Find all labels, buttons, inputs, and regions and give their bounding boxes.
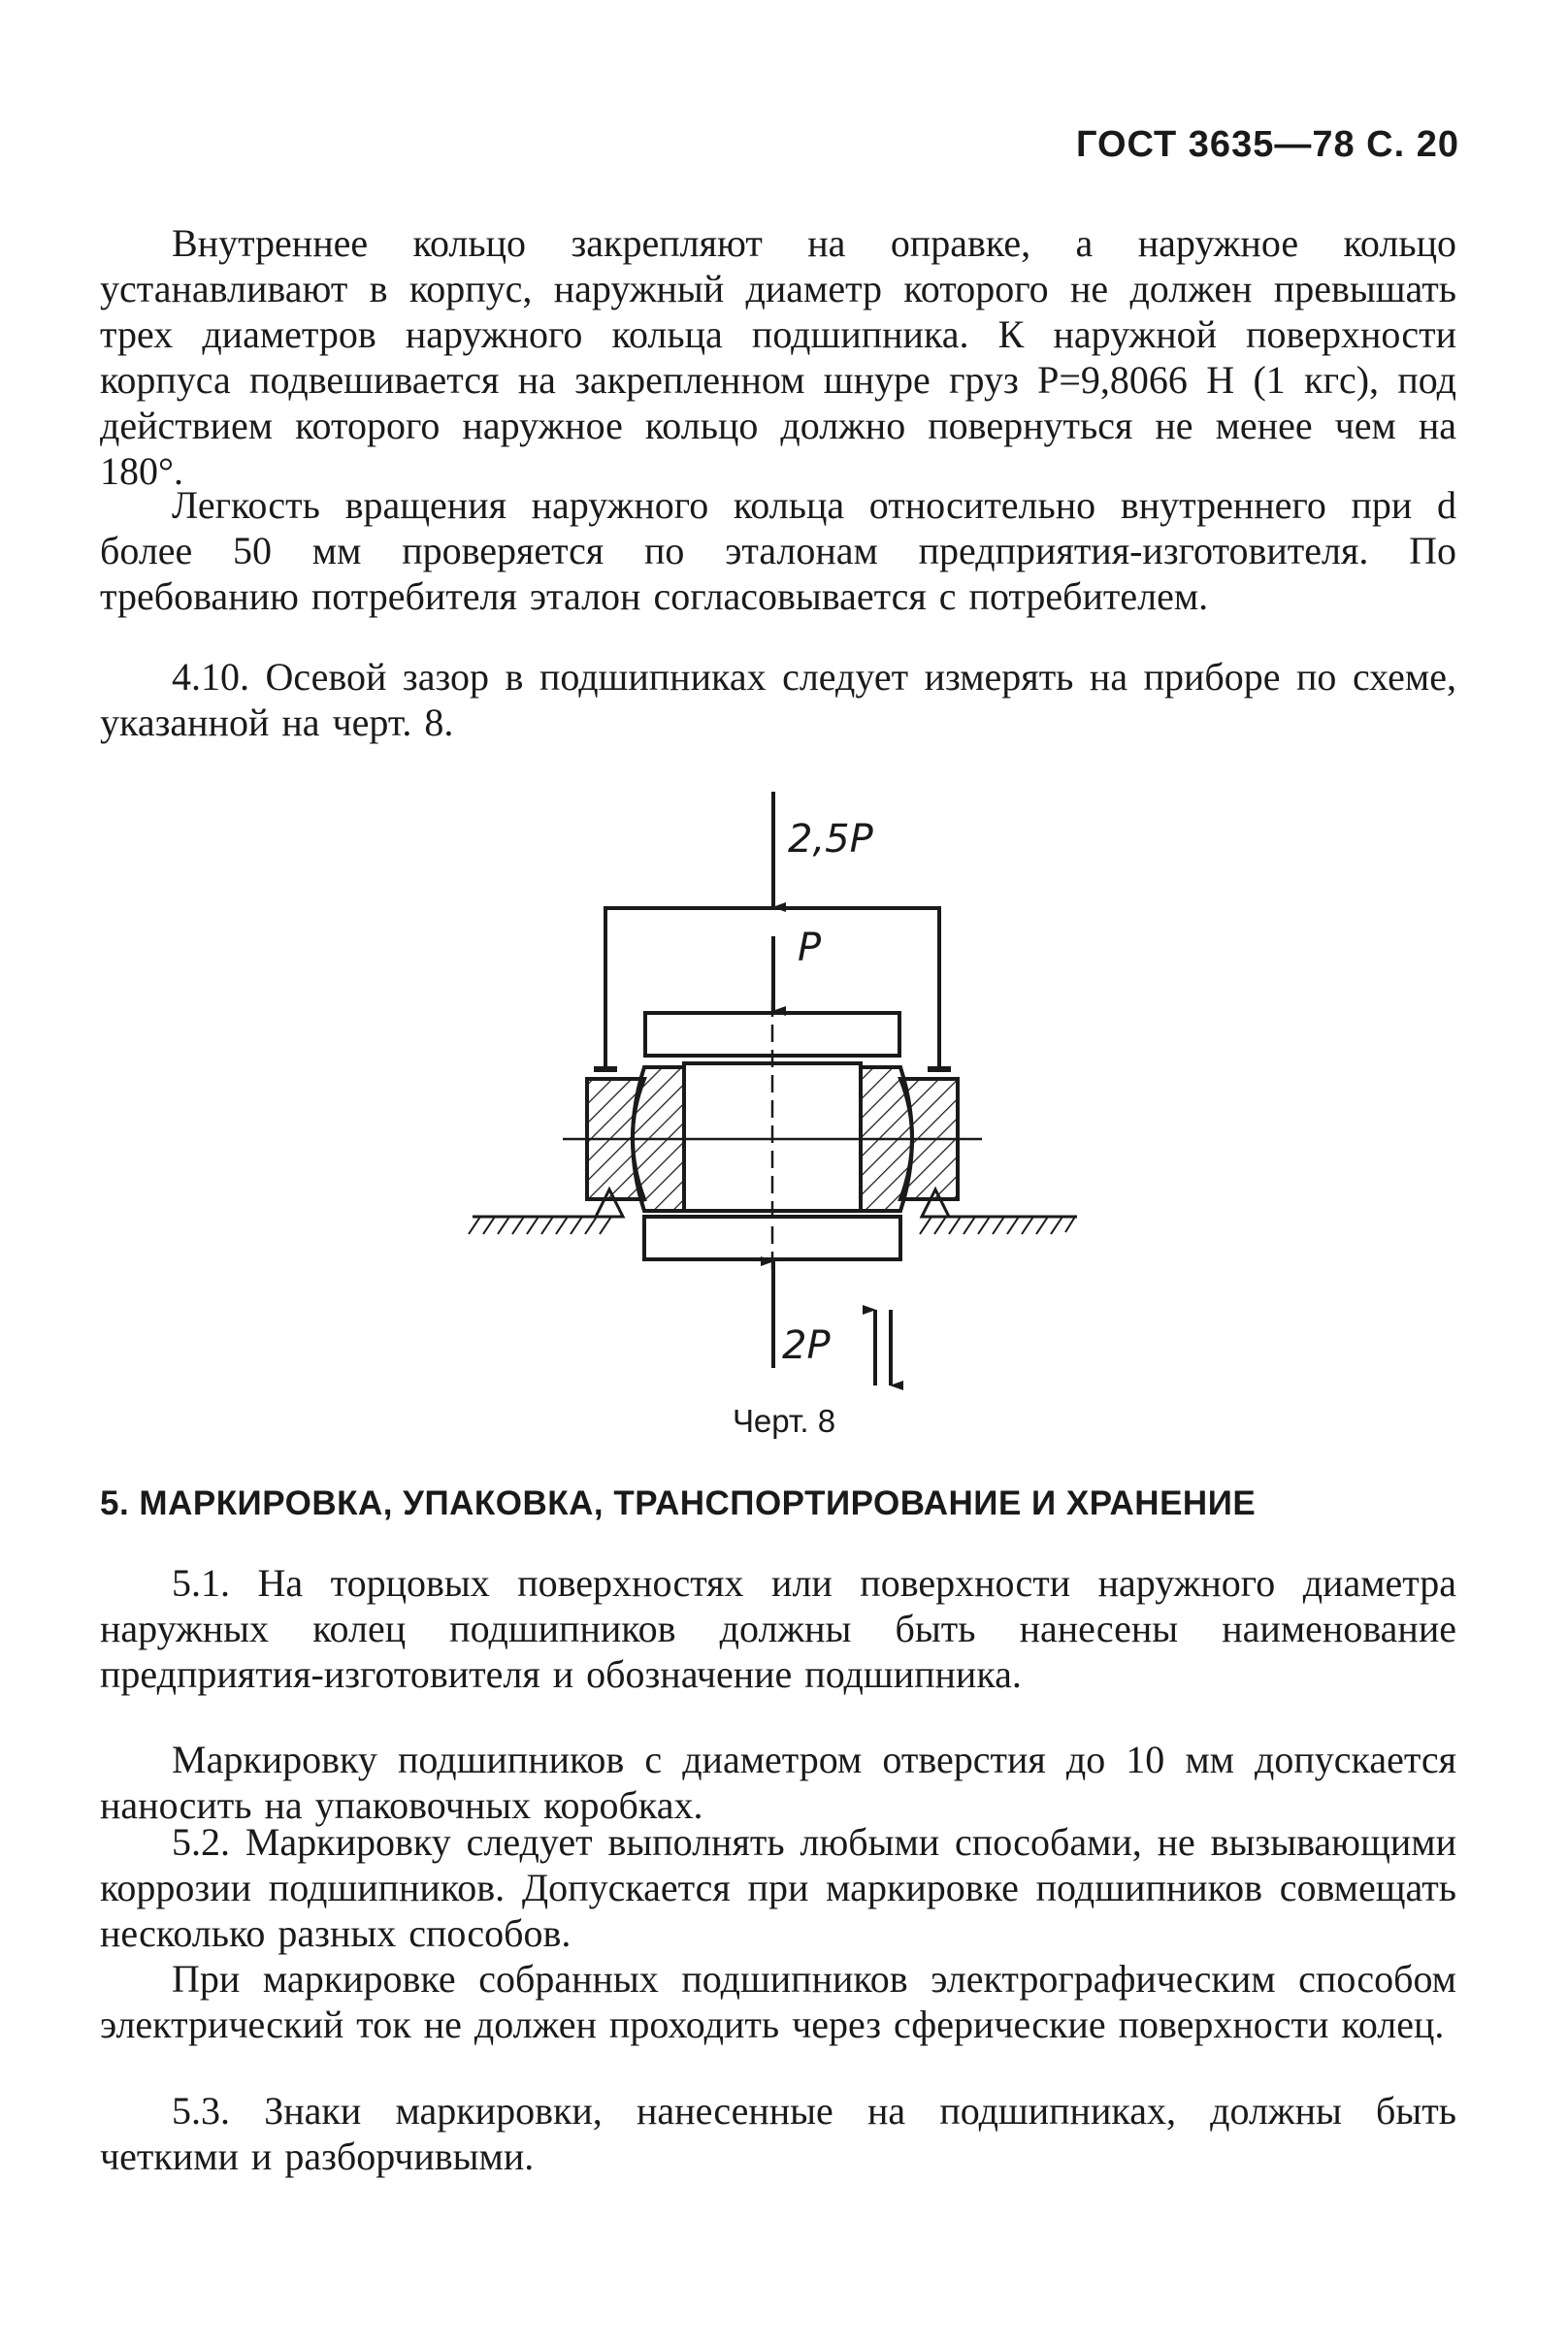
paragraph-inner-ring-fixing: Внутреннее кольцо закрепляют на оправке, а наружное кольцо устанавливают в корпус, наружный диаметр которого не должен превышать трех диаметров наружного кольца подшипника. К наружной поверхности корпуса подвешивается на закрепленном шнуре груз P=9,8066 Н (1 кгс), под действием которого наружное кольцо должно повернуться не менее чем на 180°. — [100, 221, 1456, 493]
figure-caption: Черт. 8 — [732, 1403, 836, 1439]
paragraph-5-2-marking-methods: 5.2. Маркировку следует выполнять любыми способами, не вызывающими коррозии подшипников. Допускается при маркировке подшипников совмещать несколько разных способов. — [100, 1820, 1456, 1955]
paragraph-small-bearings-packaging: Маркировку подшипников с диаметром отверстия до 10 мм допускается наносить на упаковочных коробках. — [100, 1738, 1456, 1827]
reversal-arrows-icon — [875, 1310, 891, 1385]
load-label-2-5p: 2,5P — [788, 817, 873, 862]
load-label-p: P — [798, 926, 822, 970]
section-5-title: 5. МАРКИРОВКА, УПАКОВКА, ТРАНСПОРТИРОВАНИЕ И ХРАНЕНИЕ — [100, 1484, 1257, 1522]
paragraph-4-10-axial-clearance: 4.10. Осевой зазор в подшипниках следует измерять на приборе по схеме, указанной на черт. 8. — [100, 655, 1456, 744]
paragraph-electrographic-marking: При маркировке собранных подшипников электрографическим способом электрический ток не должен проходить через сферические поверхности колец. — [100, 1957, 1456, 2046]
paragraph-5-3-marking-legibility: 5.3. Знаки маркировки, нанесенные на подшипниках, должны быть четкими и разборчивыми. — [100, 2089, 1456, 2178]
paragraph-5-1-marking-surfaces: 5.1. На торцовых поверхностях или поверхности наружного диаметра наружных колец подшипников должны быть нанесены наименование предприятия-изготовителя и обозначение подшипника. — [100, 1561, 1456, 1696]
page-header: ГОСТ 3635—78 С. 20 — [1075, 124, 1459, 165]
load-label-2p: 2P — [782, 1323, 831, 1368]
paragraph-rotation-ease: Легкость вращения наружного кольца относительно внутреннего при d более 50 мм проверяется по эталонам предприятия-изготовителя. По требованию потребителя эталон согласовывается с потребителем. — [100, 483, 1456, 618]
